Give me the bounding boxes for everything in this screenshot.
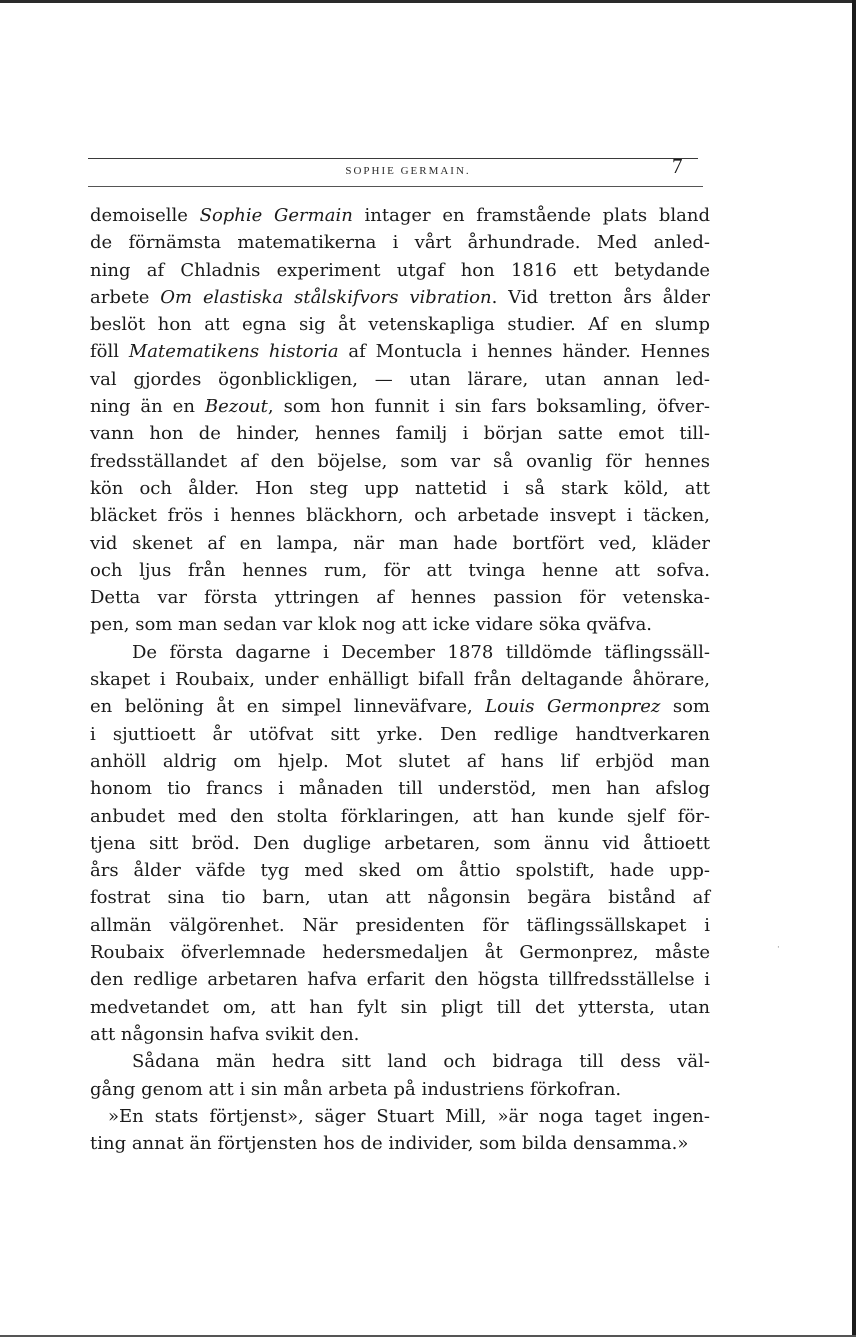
text-line: skapet i Roubaix, under enhälligt bifall från deltagande åhörare, [90,669,710,691]
text-line: Roubaix öfverlemnade hedersmedaljen åt Germonprez, måste [90,942,710,964]
text-line: i sjuttioett år utöfvat sitt yrke. Den redlige handtverkaren [90,723,710,745]
text-line: års ålder väfde tyg med sked om åttio spolstift, hade upp- [90,860,710,882]
page-number: 7 [672,154,683,178]
text-line: anbudet med den stolta förklaringen, att han kunde sjelf för- [90,805,710,827]
text-line: ting annat än förtjensten hos de individer, som bilda densamma.» [90,1133,689,1155]
body-text [90,202,710,1157]
text-line: föll Matematikens historia af Montucla i hennes händer. Hennes [90,341,711,363]
text-line: de förnämsta matematikerna i vårt århundrade. Med anled- [90,232,710,254]
text-line: honom tio francs i månaden till understöd, men han afslog [90,778,710,800]
text-line: demoiselle Sophie Germain intager en framstående plats bland [90,205,710,226]
italic-phrase: Om elastiska stålskifvors vibration [160,286,492,308]
text-line: kön och ålder. Hon steg upp nattetid i så stark köld, att [90,477,710,499]
text-line: De första dagarne i December 1878 tilldömde täflingssäll- [132,641,710,663]
text-line: »En stats förtjenst», säger Stuart Mill, »är noga taget ingen- [108,1105,710,1127]
italic-phrase: Matematikens historia [128,341,339,363]
running-title: SOPHIE GERMAIN. [345,165,471,177]
text-line: pen, som man sedan var klok nog att icke vidare söka qväfva. [90,614,653,636]
text-line: att någonsin hafva svikit den. [90,1023,360,1045]
text-line: gång genom att i sin mån arbeta på industriens förkofran. [90,1078,622,1100]
text-line: Sådana män hedra sitt land och bidraga till dess väl- [132,1051,710,1073]
text-line: och ljus från hennes rum, för att tvinga henne att sofva. [90,559,710,581]
text-line: allmän välgörenhet. När presidenten för täflingssällskapet i [90,914,710,936]
text-line: beslöt hon att egna sig åt vetenskapliga studier. Af en slump [90,314,710,336]
italic-phrase: Bezout [204,396,268,418]
text-line: fredsställandet af den böjelse, som var så ovanlig för hennes [90,450,710,472]
italic-phrase: Sophie Germain [199,205,353,226]
text-line: vid skenet af en lampa, när man hade bortfört ved, kläder [90,532,710,554]
page-header [88,152,703,190]
text-line: fostrat sina tio barn, utan att någonsin begära bistånd af [90,887,710,909]
text-line: ning af Chladnis experiment utgaf hon 1816 ett betydande [90,259,710,281]
header-rule-top [88,158,698,159]
italic-phrase: Louis Germonprez [485,696,661,718]
text-line: en belöning åt en simpel linneväfvare, Louis Germonprez som [90,696,710,718]
scan-top-edge [0,0,856,3]
text-line: ning än en Bezout, som hon funnit i sin fars boksamling, öfver- [90,396,710,418]
text-line: Detta var första yttringen af hennes passion för vetenska- [90,587,710,609]
text-line: vann hon de hinder, hennes familj i början satte emot till- [90,423,710,445]
scan-right-edge [852,0,856,1337]
text-line: anhöll aldrig om hjelp. Mot slutet af hans lif erbjöd man [90,750,710,772]
text-line: arbete Om elastiska stålskifvors vibration. Vid tretton års ålder [90,286,710,308]
scan-speck: · [777,943,780,953]
header-rule-bottom [88,186,703,187]
text-line: medvetandet om, att han fylt sin pligt till det yttersta, utan [90,996,710,1018]
text-line: tjena sitt bröd. Den duglige arbetaren, som ännu vid åttioett [90,832,710,854]
text-line: val gjordes ögonblickligen, — utan lärare, utan annan led- [90,368,710,390]
text-line: den redlige arbetaren hafva erfarit den högsta tillfredsställelse i [90,969,710,991]
text-line: bläcket frös i hennes bläckhorn, och arbetade insvept i täcken, [90,505,710,527]
